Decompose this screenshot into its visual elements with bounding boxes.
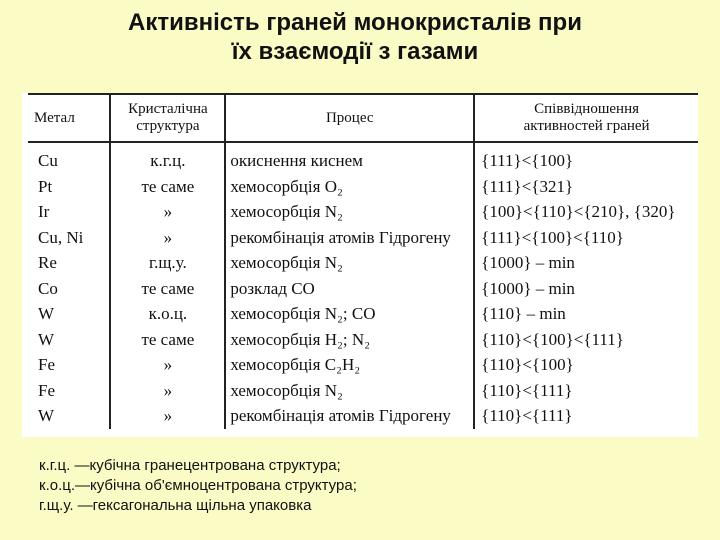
header-process: Процес bbox=[225, 94, 474, 142]
table-row bbox=[28, 174, 698, 200]
cell-ratio: {111}<{100} bbox=[474, 142, 698, 174]
cell-structure: » bbox=[110, 378, 225, 404]
cell-structure: » bbox=[110, 352, 225, 378]
note-line: г.щ.у. —гексагональна щільна упаковка bbox=[39, 497, 312, 514]
cell-metal: Pt bbox=[38, 176, 53, 196]
cell-process: хемосорбція O₂ bbox=[225, 174, 474, 200]
table-row bbox=[28, 250, 698, 276]
note-line: к.г.ц. —кубічна гранецентрована структура; bbox=[39, 457, 341, 474]
cell-structure: к.г.ц. bbox=[110, 142, 225, 174]
header-ratio bbox=[474, 94, 698, 142]
table-row bbox=[28, 352, 698, 378]
cell-metal: W bbox=[38, 304, 55, 323]
header-ratio-line-1: Співвідношення bbox=[534, 101, 639, 117]
table-row bbox=[28, 403, 698, 429]
cell-ratio: {110} – min bbox=[474, 301, 698, 327]
cell-ratio: {110}<{100}<{111} bbox=[474, 327, 698, 353]
cell-structure: к.о.ц. bbox=[110, 301, 225, 327]
cell-ratio: {110}<{111} bbox=[474, 378, 698, 404]
table-row bbox=[28, 378, 698, 404]
slide-title bbox=[0, 8, 720, 66]
cell-ratio: {111}<{321} bbox=[474, 174, 698, 200]
header-metal: Метал bbox=[28, 94, 110, 142]
table-row bbox=[28, 301, 698, 327]
cell-process: хемосорбція N₂ bbox=[225, 199, 474, 225]
cell-metal: Cu bbox=[38, 151, 58, 170]
table-row bbox=[28, 327, 698, 353]
cell-ratio: {100}<{110}<{210}, {320} bbox=[474, 199, 698, 225]
cell-structure: те саме bbox=[110, 327, 225, 353]
header-structure bbox=[110, 94, 225, 142]
table-row bbox=[28, 199, 698, 225]
header-structure-line-2: структура bbox=[136, 118, 200, 134]
cell-ratio: {110}<{100} bbox=[474, 352, 698, 378]
table-row bbox=[28, 142, 698, 174]
cell-process: розклад CO bbox=[225, 276, 474, 302]
cell-structure: » bbox=[110, 199, 225, 225]
slide-title-line-1: Активність граней монокристалів при bbox=[128, 9, 582, 36]
cell-structure: » bbox=[110, 225, 225, 251]
cell-ratio: {1000} – min bbox=[474, 276, 698, 302]
note-line: к.о.ц.—кубічна об'ємноцентрована структура; bbox=[39, 477, 357, 494]
data-table-panel bbox=[22, 93, 698, 437]
cell-process: окиснення киснем bbox=[225, 142, 474, 174]
cell-process: хемосорбція N₂ bbox=[225, 250, 474, 276]
cell-ratio: {1000} – min bbox=[474, 250, 698, 276]
header-structure-line-1: Кристалічна bbox=[128, 101, 208, 117]
cell-metal: Fe bbox=[38, 380, 55, 400]
cell-process: рекомбінація атомів Гідрогену bbox=[225, 225, 474, 251]
cell-ratio: {110}<{111} bbox=[474, 403, 698, 429]
cell-ratio: {111}<{100}<{110} bbox=[474, 225, 698, 251]
cell-structure: г.щ.у. bbox=[110, 250, 225, 276]
cell-metal: Re bbox=[38, 253, 57, 272]
table-row bbox=[28, 276, 698, 302]
cell-process: хемосорбція C₂H₂ bbox=[225, 352, 474, 378]
abbreviation-notes bbox=[39, 456, 357, 516]
cell-metal: Co bbox=[38, 278, 58, 298]
cell-process: хемосорбція N₂ bbox=[225, 378, 474, 404]
crystal-faces-table bbox=[28, 93, 698, 429]
table-row bbox=[28, 225, 698, 251]
cell-metal: Fe bbox=[38, 355, 55, 374]
cell-process: рекомбінація атомів Гідрогену bbox=[225, 403, 474, 429]
table-header-row bbox=[28, 94, 698, 142]
slide-title-line-2: їх взаємодії з газами bbox=[231, 38, 479, 65]
cell-metal: Ir bbox=[38, 202, 50, 221]
cell-structure: те саме bbox=[110, 174, 225, 200]
cell-process: хемосорбція N₂; CO bbox=[225, 301, 474, 327]
cell-structure: » bbox=[110, 403, 225, 429]
cell-metal: W bbox=[38, 329, 55, 349]
cell-metal: Cu, Ni bbox=[38, 227, 84, 247]
cell-process: хемосорбція H₂; N₂ bbox=[225, 327, 474, 353]
cell-metal: W bbox=[38, 406, 55, 425]
cell-structure: те саме bbox=[110, 276, 225, 302]
header-ratio-line-2: активностей граней bbox=[523, 118, 650, 134]
